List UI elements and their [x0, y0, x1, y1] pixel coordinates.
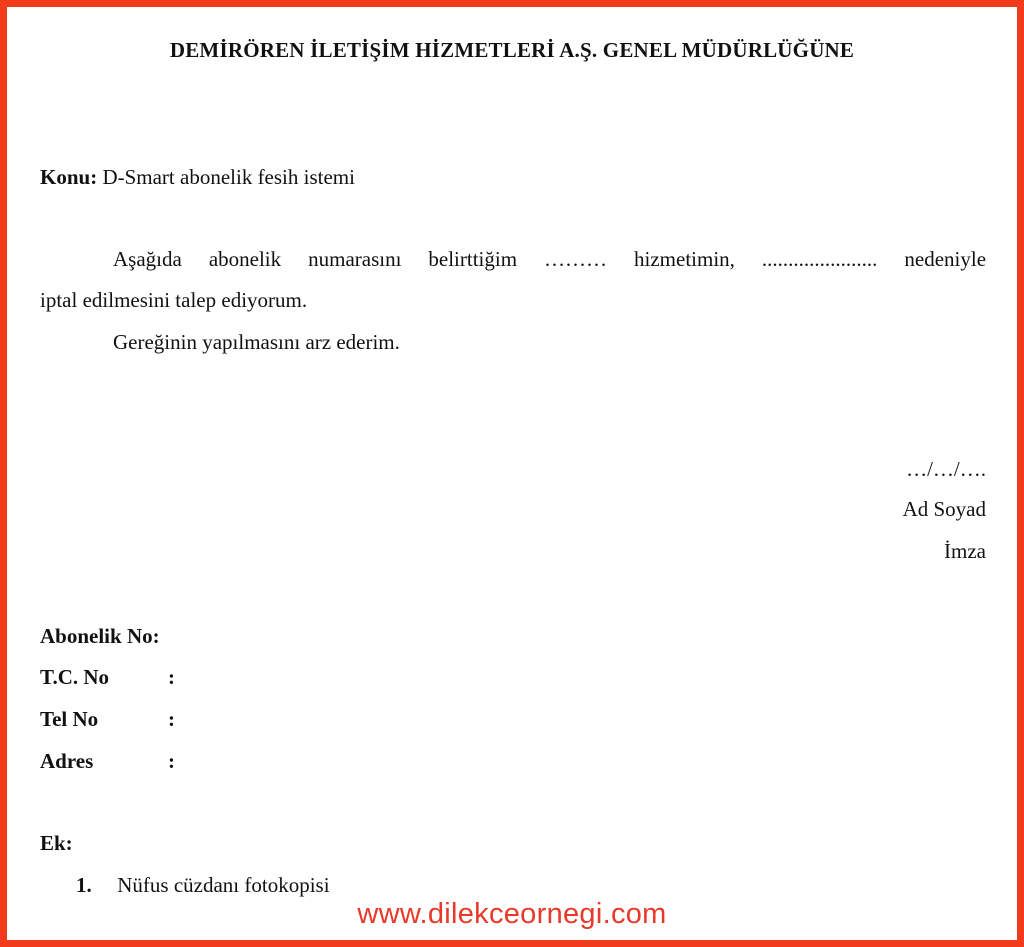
- body-line-1: [40, 247, 986, 272]
- signature-placeholder: İmza: [944, 539, 986, 563]
- attachment-number: 1.: [76, 873, 92, 897]
- site-watermark: www.dilekceornegi.com: [357, 898, 667, 930]
- body-word: abonelik: [208, 247, 282, 271]
- field-tc-colon: :: [168, 665, 175, 689]
- body-line-3: Gereğinin yapılmasını arz ederim.: [113, 330, 400, 354]
- service-blank: ………: [544, 247, 608, 271]
- body-word: Aşağıda: [113, 247, 182, 271]
- field-adres-label: Adres: [40, 749, 94, 773]
- document-title: DEMİRÖREN İLETİŞİM HİZMETLERİ A.Ş. GENEL MÜDÜRLÜĞÜNE: [169, 38, 855, 62]
- body-word: hizmetimin,: [634, 247, 735, 271]
- field-tc-label: T.C. No: [40, 665, 110, 689]
- field-adres-colon: :: [168, 749, 175, 773]
- attachment-item: [76, 873, 330, 898]
- body-line-2: iptal edilmesini talep ediyorum.: [40, 288, 308, 312]
- reason-blank: ......................: [761, 247, 878, 271]
- name-placeholder: Ad Soyad: [902, 497, 986, 521]
- date-placeholder: …/…/….: [906, 457, 986, 481]
- field-tel-label: Tel No: [40, 707, 99, 731]
- field-tel-colon: :: [168, 707, 175, 731]
- body-word: numarasını: [308, 247, 402, 271]
- body-word: nedeniyle: [904, 247, 987, 271]
- field-abonelik-label: Abonelik No:: [40, 624, 160, 648]
- subject-line: [40, 165, 355, 190]
- body-word: belirttiğim: [428, 247, 518, 271]
- subject-label: Konu:: [40, 165, 98, 189]
- attachments-label: Ek:: [40, 831, 73, 855]
- attachment-text: Nüfus cüzdanı fotokopisi: [117, 873, 330, 897]
- subject-text: D-Smart abonelik fesih istemi: [102, 165, 355, 189]
